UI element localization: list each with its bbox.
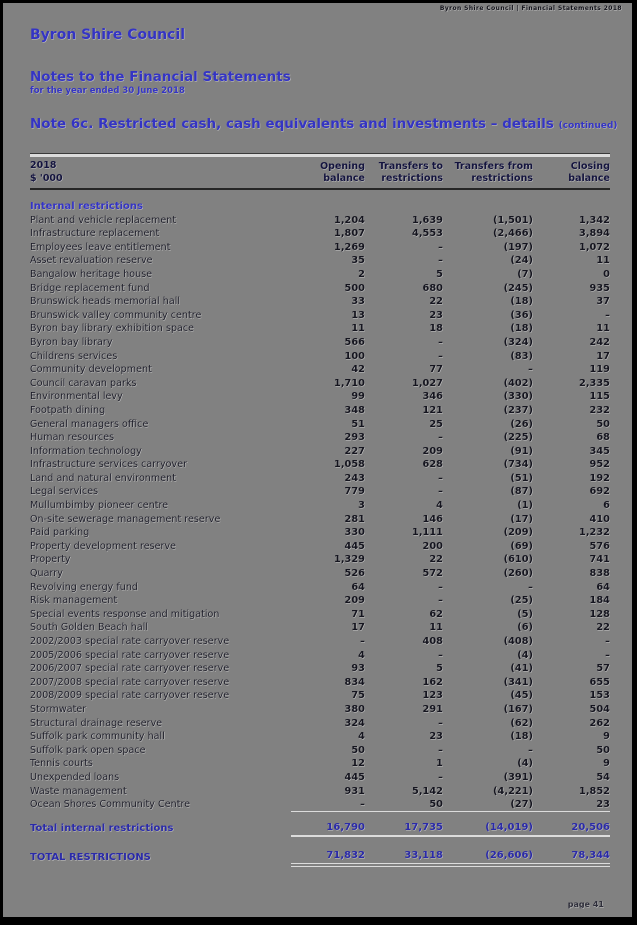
row-label: On-site sewerage management reserve xyxy=(30,513,221,525)
opening-balance-value: 779 xyxy=(344,486,365,498)
opening-balance-value: 1,807 xyxy=(334,228,365,240)
row-label: Bridge replacement fund xyxy=(30,282,150,294)
closing-balance-value: – xyxy=(605,649,610,661)
transfers-from-value: (237) xyxy=(503,404,533,416)
table-header-row xyxy=(30,157,610,188)
opening-balance-value: 42 xyxy=(351,364,365,376)
transfers-from-value: (391) xyxy=(503,771,533,783)
table-row xyxy=(30,322,610,336)
transfers-from-value: (4) xyxy=(517,649,533,661)
column-header-transfers-to: Transfers to restrictions xyxy=(378,161,443,184)
total-restrictions-transfers-from: (26,606) xyxy=(443,848,533,867)
table-row xyxy=(30,567,610,581)
row-label: Human resources xyxy=(30,432,115,444)
table-row xyxy=(30,635,610,649)
closing-balance-value: 17 xyxy=(596,350,610,362)
closing-balance-value: – xyxy=(605,309,610,321)
transfers-to-value: 346 xyxy=(422,391,443,403)
opening-balance-value: 330 xyxy=(344,527,365,539)
table-row xyxy=(30,254,610,268)
row-label: Legal services xyxy=(30,486,99,498)
page-number: page 41 xyxy=(567,900,604,909)
transfers-from-value: – xyxy=(528,744,533,756)
row-label: Tennis courts xyxy=(30,758,93,770)
transfers-from-value: (5) xyxy=(517,608,533,620)
table-row xyxy=(30,744,610,758)
opening-balance-value: 293 xyxy=(344,432,365,444)
table-row xyxy=(30,553,610,567)
table-row xyxy=(30,649,610,663)
transfers-from-value: (26) xyxy=(510,418,533,430)
opening-balance-value: 99 xyxy=(351,391,365,403)
opening-balance-value: 13 xyxy=(351,309,365,321)
council-name: Byron Shire Council xyxy=(30,27,186,43)
transfers-to-value: – xyxy=(438,744,443,756)
closing-balance-value: 68 xyxy=(596,432,610,444)
transfers-to-value: 209 xyxy=(422,445,443,457)
row-label: 2006/2007 special rate carryover reserve xyxy=(30,663,230,675)
transfers-to-value: 22 xyxy=(429,296,443,308)
row-label: Waste management xyxy=(30,785,127,797)
table-row xyxy=(30,404,610,418)
transfers-from-value: (4) xyxy=(517,758,533,770)
table-row xyxy=(30,594,610,608)
column-header-opening-balance: Opening balance xyxy=(320,161,365,184)
row-label: Suffolk park open space xyxy=(30,744,146,756)
opening-balance-value: 11 xyxy=(351,323,365,335)
opening-balance-value: 445 xyxy=(344,771,365,783)
transfers-to-value: – xyxy=(438,649,443,661)
closing-balance-value: 262 xyxy=(589,717,610,729)
opening-balance-value: 1,329 xyxy=(334,554,365,566)
note-title xyxy=(30,116,618,132)
transfers-to-value: 572 xyxy=(422,568,443,580)
transfers-to-value: 5,142 xyxy=(412,785,443,797)
row-label: Unexpended loans xyxy=(30,771,120,783)
transfers-to-value: 11 xyxy=(429,622,443,634)
closing-balance-value: 50 xyxy=(596,744,610,756)
table-row xyxy=(30,309,610,323)
transfers-to-value: 4,553 xyxy=(412,228,443,240)
opening-balance-value: 3 xyxy=(358,500,365,512)
transfers-from-value: (24) xyxy=(510,255,533,267)
table-row xyxy=(30,282,610,296)
table-header-year-unit xyxy=(30,159,291,185)
opening-balance-value: 931 xyxy=(344,785,365,797)
column-header-closing-balance: Closing balance xyxy=(568,161,610,184)
table-row xyxy=(30,214,610,228)
table-row xyxy=(30,771,610,785)
transfers-from-value: (225) xyxy=(503,432,533,444)
running-header: Byron Shire Council | Financial Statements 2018 xyxy=(439,5,622,12)
transfers-from-value: (197) xyxy=(503,241,533,253)
opening-balance-value: 33 xyxy=(351,296,365,308)
table-row xyxy=(30,689,610,703)
total-internal-opening: 16,790 xyxy=(291,820,365,837)
closing-balance-value: 655 xyxy=(589,676,610,688)
opening-balance-value: 75 xyxy=(351,690,365,702)
closing-balance-value: 9 xyxy=(603,731,610,743)
transfers-from-value: (62) xyxy=(510,717,533,729)
row-label: Information technology xyxy=(30,445,142,457)
transfers-from-value: (83) xyxy=(510,350,533,362)
row-label: Mullumbimby pioneer centre xyxy=(30,500,169,512)
row-label: Council caravan parks xyxy=(30,377,137,389)
section-internal-restrictions: Internal restrictions xyxy=(30,201,143,212)
transfers-from-value: – xyxy=(528,364,533,376)
transfers-to-value: – xyxy=(438,717,443,729)
table-body xyxy=(30,214,610,812)
closing-balance-value: 64 xyxy=(596,581,610,593)
transfers-to-value: 121 xyxy=(422,404,443,416)
transfers-to-value: – xyxy=(438,771,443,783)
transfers-to-value: 4 xyxy=(436,500,443,512)
row-label: Risk management xyxy=(30,595,118,607)
closing-balance-value: 232 xyxy=(589,404,610,416)
row-label: Byron bay library xyxy=(30,336,113,348)
transfers-from-value: (25) xyxy=(510,595,533,607)
table-row xyxy=(30,336,610,350)
opening-balance-value: 93 xyxy=(351,663,365,675)
row-label: Suffolk park community hall xyxy=(30,731,165,743)
table-row xyxy=(30,485,610,499)
row-label: 2002/2003 special rate carryover reserve xyxy=(30,636,230,647)
transfers-to-value: – xyxy=(438,472,443,484)
row-label: Childrens services xyxy=(30,350,118,362)
transfers-from-value: (610) xyxy=(503,554,533,566)
closing-balance-value: 1,342 xyxy=(579,214,610,226)
transfers-from-value: (69) xyxy=(510,540,533,552)
note-title-text: Note 6c. Restricted cash, cash equivalents and investments – details xyxy=(30,116,554,132)
total-internal-label: Total internal restrictions xyxy=(30,822,174,834)
table-row xyxy=(30,350,610,364)
closing-balance-value: 128 xyxy=(589,608,610,620)
row-label: Bangalow heritage house xyxy=(30,268,153,280)
row-label: Footpath dining xyxy=(30,404,106,416)
transfers-to-value: 1,027 xyxy=(412,377,443,389)
transfers-to-value: 5 xyxy=(436,663,443,675)
table-row xyxy=(30,621,610,635)
row-label: Paid parking xyxy=(30,527,90,539)
closing-balance-value: 952 xyxy=(589,459,610,471)
opening-balance-value: 566 xyxy=(344,336,365,348)
transfers-to-value: 77 xyxy=(429,364,443,376)
closing-balance-value: 838 xyxy=(589,568,610,580)
column-header-transfers-from: Transfers from restrictions xyxy=(454,161,533,184)
opening-balance-value: 4 xyxy=(358,649,365,661)
document-subtitle: for the year ended 30 June 2018 xyxy=(30,86,185,96)
transfers-to-value: 62 xyxy=(429,608,443,620)
transfers-to-value: – xyxy=(438,595,443,607)
opening-balance-value: 1,204 xyxy=(334,214,365,226)
table-row xyxy=(30,662,610,676)
opening-balance-value: 526 xyxy=(344,568,365,580)
transfers-to-value: 23 xyxy=(429,309,443,321)
transfers-to-value: – xyxy=(438,581,443,593)
transfers-to-value: 1,111 xyxy=(412,527,443,539)
closing-balance-value: 1,232 xyxy=(579,527,610,539)
table-row xyxy=(30,268,610,282)
closing-balance-value: 6 xyxy=(603,500,610,512)
opening-balance-value: – xyxy=(291,798,365,812)
table-row xyxy=(30,390,610,404)
row-label: Brunswick heads memorial hall xyxy=(30,296,181,308)
opening-balance-value: 71 xyxy=(351,608,365,620)
transfers-from-value: (17) xyxy=(510,513,533,525)
table-row xyxy=(30,703,610,717)
transfers-from-value: (45) xyxy=(510,690,533,702)
note-continued: (continued) xyxy=(558,121,618,131)
opening-balance-value: 4 xyxy=(358,731,365,743)
opening-balance-value: 324 xyxy=(344,717,365,729)
closing-balance-value: 741 xyxy=(589,554,610,566)
total-restrictions-opening: 71,832 xyxy=(291,848,365,867)
opening-balance-value: 2 xyxy=(358,268,365,280)
row-label: Land and natural environment xyxy=(30,472,176,484)
transfers-from-value: (4,221) xyxy=(493,785,533,797)
transfers-from-value: – xyxy=(528,581,533,593)
transfers-to-value: – xyxy=(438,486,443,498)
transfers-from-value: (7) xyxy=(517,268,533,280)
transfers-to-value: 291 xyxy=(422,703,443,715)
row-label: 2007/2008 special rate carryover reserve xyxy=(30,676,230,688)
closing-balance-value: 184 xyxy=(589,595,610,607)
closing-balance-value: 115 xyxy=(589,391,610,403)
opening-balance-value: 445 xyxy=(344,540,365,552)
row-label: Quarry xyxy=(30,568,63,580)
transfers-from-value: (36) xyxy=(510,309,533,321)
row-label: Plant and vehicle replacement xyxy=(30,214,177,226)
opening-balance-value: 1,710 xyxy=(334,377,365,389)
table-row xyxy=(30,499,610,513)
closing-balance-value: 345 xyxy=(589,445,610,457)
transfers-from-value: (408) xyxy=(503,636,533,647)
transfers-from-value: (260) xyxy=(503,568,533,580)
transfers-to-value: 146 xyxy=(422,513,443,525)
closing-balance-value: 0 xyxy=(603,268,610,280)
closing-balance-value: 50 xyxy=(596,418,610,430)
transfers-to-value: 408 xyxy=(422,636,443,647)
closing-balance-value: 692 xyxy=(589,486,610,498)
transfers-from-value: (245) xyxy=(503,282,533,294)
closing-balance-value: 57 xyxy=(596,663,610,675)
transfers-from-value: (1,501) xyxy=(493,214,533,226)
table-row xyxy=(30,418,610,432)
table-year: 2018 xyxy=(30,160,57,171)
table-row xyxy=(30,377,610,391)
table-row xyxy=(30,445,610,459)
table-row xyxy=(30,717,610,731)
row-label: Byron bay library exhibition space xyxy=(30,323,195,335)
transfers-from-value: (167) xyxy=(503,703,533,715)
closing-balance-value: 504 xyxy=(589,703,610,715)
document-page xyxy=(3,3,632,917)
row-label: Special events response and mitigation xyxy=(30,608,220,620)
closing-balance-value: 119 xyxy=(589,364,610,376)
total-internal-row xyxy=(30,820,610,837)
opening-balance-value: 50 xyxy=(351,744,365,756)
total-restrictions-row xyxy=(30,849,610,866)
transfers-to-value: 200 xyxy=(422,540,443,552)
transfers-to-value: – xyxy=(438,432,443,444)
transfers-from-value: (18) xyxy=(510,731,533,743)
opening-balance-value: 100 xyxy=(344,350,365,362)
row-label: Brunswick valley community centre xyxy=(30,309,202,321)
closing-balance-value: 2,335 xyxy=(579,377,610,389)
table-row xyxy=(30,472,610,486)
table-row xyxy=(30,458,610,472)
closing-balance-value: – xyxy=(605,636,610,647)
closing-balance-value: 3,894 xyxy=(579,228,610,240)
row-label: 2008/2009 special rate carryover reserve xyxy=(30,690,230,702)
opening-balance-value: 1,058 xyxy=(334,459,365,471)
closing-balance-value: 11 xyxy=(596,255,610,267)
closing-balance-value: 54 xyxy=(596,771,610,783)
transfers-to-value: 50 xyxy=(365,798,443,812)
table-row xyxy=(30,730,610,744)
transfers-from-value: (91) xyxy=(510,445,533,457)
opening-balance-value: 348 xyxy=(344,404,365,416)
opening-balance-value: 17 xyxy=(351,622,365,634)
table-row xyxy=(30,798,610,812)
opening-balance-value: 209 xyxy=(344,595,365,607)
transfers-from-value: (402) xyxy=(503,377,533,389)
transfers-from-value: (18) xyxy=(510,296,533,308)
table-row xyxy=(30,676,610,690)
opening-balance-value: – xyxy=(360,636,365,647)
transfers-to-value: – xyxy=(438,255,443,267)
row-label: Property development reserve xyxy=(30,540,177,552)
transfers-to-value: 1 xyxy=(436,758,443,770)
transfers-from-value: (6) xyxy=(517,622,533,634)
opening-balance-value: 12 xyxy=(351,758,365,770)
transfers-from-value: (18) xyxy=(510,323,533,335)
transfers-to-value: 1,639 xyxy=(412,214,443,226)
closing-balance-value: 9 xyxy=(603,758,610,770)
closing-balance-value: 1,072 xyxy=(579,241,610,253)
transfers-from-value: (341) xyxy=(503,676,533,688)
transfers-to-value: 680 xyxy=(422,282,443,294)
closing-balance-value: 23 xyxy=(533,798,610,812)
table-row xyxy=(30,363,610,377)
row-label: Revolving energy fund xyxy=(30,581,139,593)
opening-balance-value: 281 xyxy=(344,513,365,525)
row-label: 2005/2006 special rate carryover reserve xyxy=(30,649,230,661)
opening-balance-value: 243 xyxy=(344,472,365,484)
row-label: Community development xyxy=(30,364,152,376)
total-restrictions-label: TOTAL RESTRICTIONS xyxy=(30,851,151,863)
transfers-to-value: – xyxy=(438,241,443,253)
closing-balance-value: 22 xyxy=(596,622,610,634)
transfers-from-value: (1) xyxy=(517,500,533,512)
table-row xyxy=(30,540,610,554)
table-row xyxy=(30,295,610,309)
table-row xyxy=(30,431,610,445)
transfers-to-value: 123 xyxy=(422,690,443,702)
table-row xyxy=(30,581,610,595)
row-label: Infrastructure services carryover xyxy=(30,459,188,471)
transfers-to-value: 22 xyxy=(429,554,443,566)
transfers-to-value: 23 xyxy=(429,731,443,743)
table-row xyxy=(30,785,610,799)
closing-balance-value: 192 xyxy=(589,472,610,484)
transfers-to-value: – xyxy=(438,350,443,362)
row-label: Employees leave entitlement xyxy=(30,241,171,253)
restrictions-table xyxy=(30,153,610,866)
total-restrictions-closing: 78,344 xyxy=(533,848,610,867)
transfers-to-value: 25 xyxy=(429,418,443,430)
opening-balance-value: 35 xyxy=(351,255,365,267)
row-label: General managers office xyxy=(30,418,149,430)
opening-balance-value: 380 xyxy=(344,703,365,715)
closing-balance-value: 576 xyxy=(589,540,610,552)
transfers-from-value: (324) xyxy=(503,336,533,348)
closing-balance-value: 1,852 xyxy=(579,785,610,797)
table-unit: $ '000 xyxy=(30,173,63,184)
table-header-rule xyxy=(30,188,610,190)
row-label: Stormwater xyxy=(30,703,87,715)
transfers-from-value: (2,466) xyxy=(493,228,533,240)
table-row xyxy=(30,526,610,540)
transfers-to-value: 5 xyxy=(436,268,443,280)
closing-balance-value: 935 xyxy=(589,282,610,294)
row-label: Asset revaluation reserve xyxy=(30,255,153,267)
row-label: Ocean Shores Community Centre xyxy=(30,799,191,811)
table-row xyxy=(30,757,610,771)
table-row xyxy=(30,241,610,255)
transfers-from-value: (51) xyxy=(510,472,533,484)
opening-balance-value: 51 xyxy=(351,418,365,430)
table-row xyxy=(30,227,610,241)
transfers-to-value: 628 xyxy=(422,459,443,471)
opening-balance-value: 1,269 xyxy=(334,241,365,253)
transfers-from-value: (734) xyxy=(503,459,533,471)
row-label: Infrastructure replacement xyxy=(30,228,160,240)
transfers-from-value: (87) xyxy=(510,486,533,498)
opening-balance-value: 227 xyxy=(344,445,365,457)
document-title: Notes to the Financial Statements xyxy=(30,69,291,85)
row-label: Property xyxy=(30,554,71,566)
table-row xyxy=(30,513,610,527)
closing-balance-value: 153 xyxy=(589,690,610,702)
closing-balance-value: 11 xyxy=(596,323,610,335)
transfers-to-value: 18 xyxy=(429,323,443,335)
closing-balance-value: 410 xyxy=(589,513,610,525)
transfers-from-value: (330) xyxy=(503,391,533,403)
total-internal-transfers-from: (14,019) xyxy=(443,820,533,837)
row-label: South Golden Beach hall xyxy=(30,622,149,634)
opening-balance-value: 834 xyxy=(344,676,365,688)
transfers-from-value: (209) xyxy=(503,527,533,539)
transfers-to-value: 162 xyxy=(422,676,443,688)
transfers-from-value: (41) xyxy=(510,663,533,675)
total-restrictions-transfers-to: 33,118 xyxy=(365,848,443,867)
total-internal-closing: 20,506 xyxy=(533,820,610,837)
total-internal-transfers-to: 17,735 xyxy=(365,820,443,837)
closing-balance-value: 37 xyxy=(596,296,610,308)
table-row xyxy=(30,608,610,622)
row-label: Environmental levy xyxy=(30,391,123,403)
row-label: Structural drainage reserve xyxy=(30,717,163,729)
closing-balance-value: 242 xyxy=(589,336,610,348)
transfers-to-value: – xyxy=(438,336,443,348)
transfers-from-value: (27) xyxy=(443,798,533,812)
opening-balance-value: 500 xyxy=(344,282,365,294)
opening-balance-value: 64 xyxy=(351,581,365,593)
